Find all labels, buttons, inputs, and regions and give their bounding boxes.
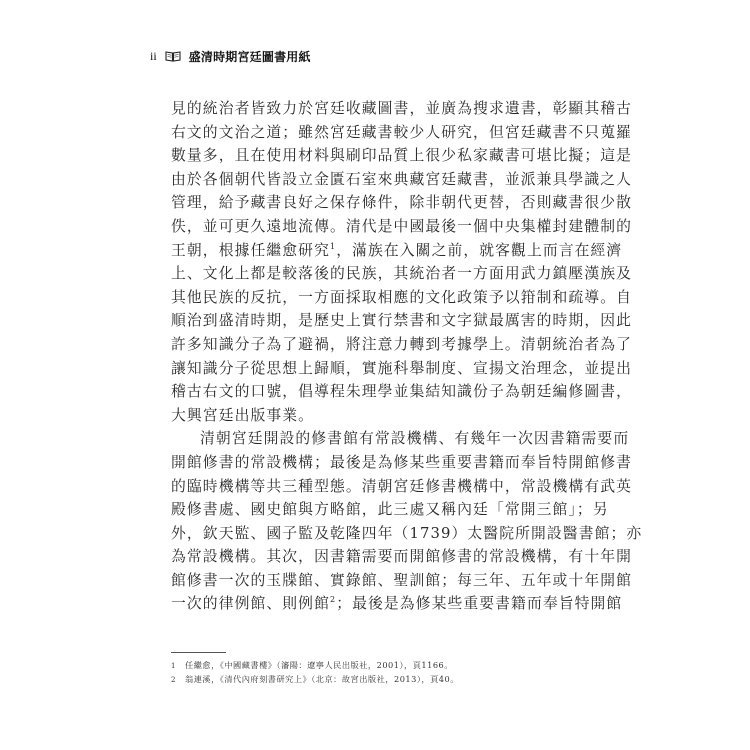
footnote: [171, 659, 591, 673]
line-text: 管理，給予藏書良好之保存條件，除非朝代更替，否則藏書很少散: [171, 194, 633, 212]
text-line: [171, 333, 633, 357]
text-line: [171, 569, 633, 593]
text-line: [171, 144, 633, 168]
line-text: ；最後是為修某些重要書籍而奉旨特開館: [336, 595, 623, 613]
text-line: [171, 121, 633, 145]
line-text: 外，欽天監、國子監及乾隆四年（1739）太醫院所開設醫書館；亦: [171, 524, 643, 542]
text-line: [171, 427, 630, 451]
line-text: 殿修書處、國史館與方略館，此三處又稱內廷「常開三館」；另: [171, 501, 609, 519]
book-title: 盛清時期宮廷圖書用紙: [188, 49, 311, 64]
book-icon: [165, 50, 181, 62]
line-text: ，滿族在入關之前，就客觀上而言在經濟: [336, 241, 623, 259]
line-text: 見的統治者皆致力於宮廷收藏圖書，並廣為搜求遺書，彰顯其稽古: [171, 100, 633, 117]
footnote-number: 1: [171, 662, 176, 670]
text-line: [171, 522, 643, 546]
line-text: 上、文化上都是較落後的民族，其統治者一方面用武力鎮壓漢族及: [171, 265, 633, 283]
text-line: [171, 262, 633, 286]
footnote-text: 任繼愈，《中國藏書樓》（瀋陽：遼寧人民出版社，2001），頁1166。: [185, 660, 453, 670]
line-text: 數量多，且在使用材料與刷印品質上很少私家藏書可堪比擬；這是: [171, 147, 633, 165]
line-text: 館修書一次的玉牒館、實錄館、聖訓館；每三年、五年或十年開館: [171, 571, 633, 589]
footnote-rule: [171, 652, 226, 653]
line-text: 為常設機構。其次，因書籍需要而開館修書的常設機構，有十年開: [171, 548, 633, 566]
text-line: [171, 97, 633, 121]
body-text: [171, 97, 643, 616]
running-head: [150, 49, 311, 63]
text-line: [171, 191, 633, 215]
line-text: 讓知識分子從思想上歸順，實施科舉制度、宣揚文治理念，並提出: [171, 359, 633, 377]
text-line: [171, 168, 633, 192]
footnote-marker[interactable]: 2: [329, 595, 337, 605]
line-text: 清朝宮廷開設的修書館有常設機構、有幾年一次因書籍需要而: [200, 430, 630, 448]
text-line: [171, 380, 633, 404]
text-line: [171, 215, 633, 239]
line-text: 由於各個朝代皆設立金匱石室來典藏宮廷藏書，並派兼具學識之人: [171, 170, 633, 188]
footnotes: [171, 659, 591, 687]
footnote-text: 翁連溪，《清代內府刻書研究上》（北京：故宮出版社，2013），頁40。: [185, 674, 459, 684]
line-text: 開館修書的常設機構；最後是為修某些重要書籍而奉旨特開館修書: [171, 453, 633, 471]
footnote: [171, 673, 591, 687]
text-line: [171, 239, 623, 263]
text-line: [171, 404, 581, 428]
line-text: 順治到盛清時期，是歷史上實行禁書和文字獄最厲害的時期，因此: [171, 312, 633, 330]
footnote-number: 2: [171, 676, 176, 684]
line-text: 的臨時機構等共三種型態。清朝宮廷修書機構中，常設機構有武英: [171, 477, 633, 495]
line-text: 大興宮廷出版事業。: [171, 406, 315, 424]
line-text: 一次的律例館、則例館: [171, 595, 330, 613]
text-line: [171, 451, 633, 475]
footnote-marker[interactable]: 1: [329, 241, 337, 251]
line-text: 佚，並可更久遠地流傳。清代是中國最後一個中央集權封建體制的: [171, 217, 633, 235]
page-number: ii: [150, 48, 157, 63]
text-line: [171, 545, 633, 569]
line-text: 許多知識分子為了避禍，將注意力轉到考據學上。清朝統治者為了: [171, 335, 633, 353]
line-text: 稽古右文的口號，倡導程朱理學並集結知識份子為朝廷編修圖書，: [171, 383, 633, 401]
text-line: [171, 357, 633, 381]
text-line: [171, 592, 623, 616]
text-line: [171, 475, 633, 499]
text-line: [171, 309, 633, 333]
text-line: [171, 498, 609, 522]
text-line: [171, 286, 633, 310]
line-text: 王朝，根據任繼愈研究: [171, 241, 330, 259]
line-text: 右文的文治之道；雖然宮廷藏書較少人研究，但宮廷藏書不只蒐羅: [171, 123, 633, 141]
line-text: 其他民族的反抗，一方面採取相應的文化政策予以箝制和疏導。自: [171, 288, 633, 306]
